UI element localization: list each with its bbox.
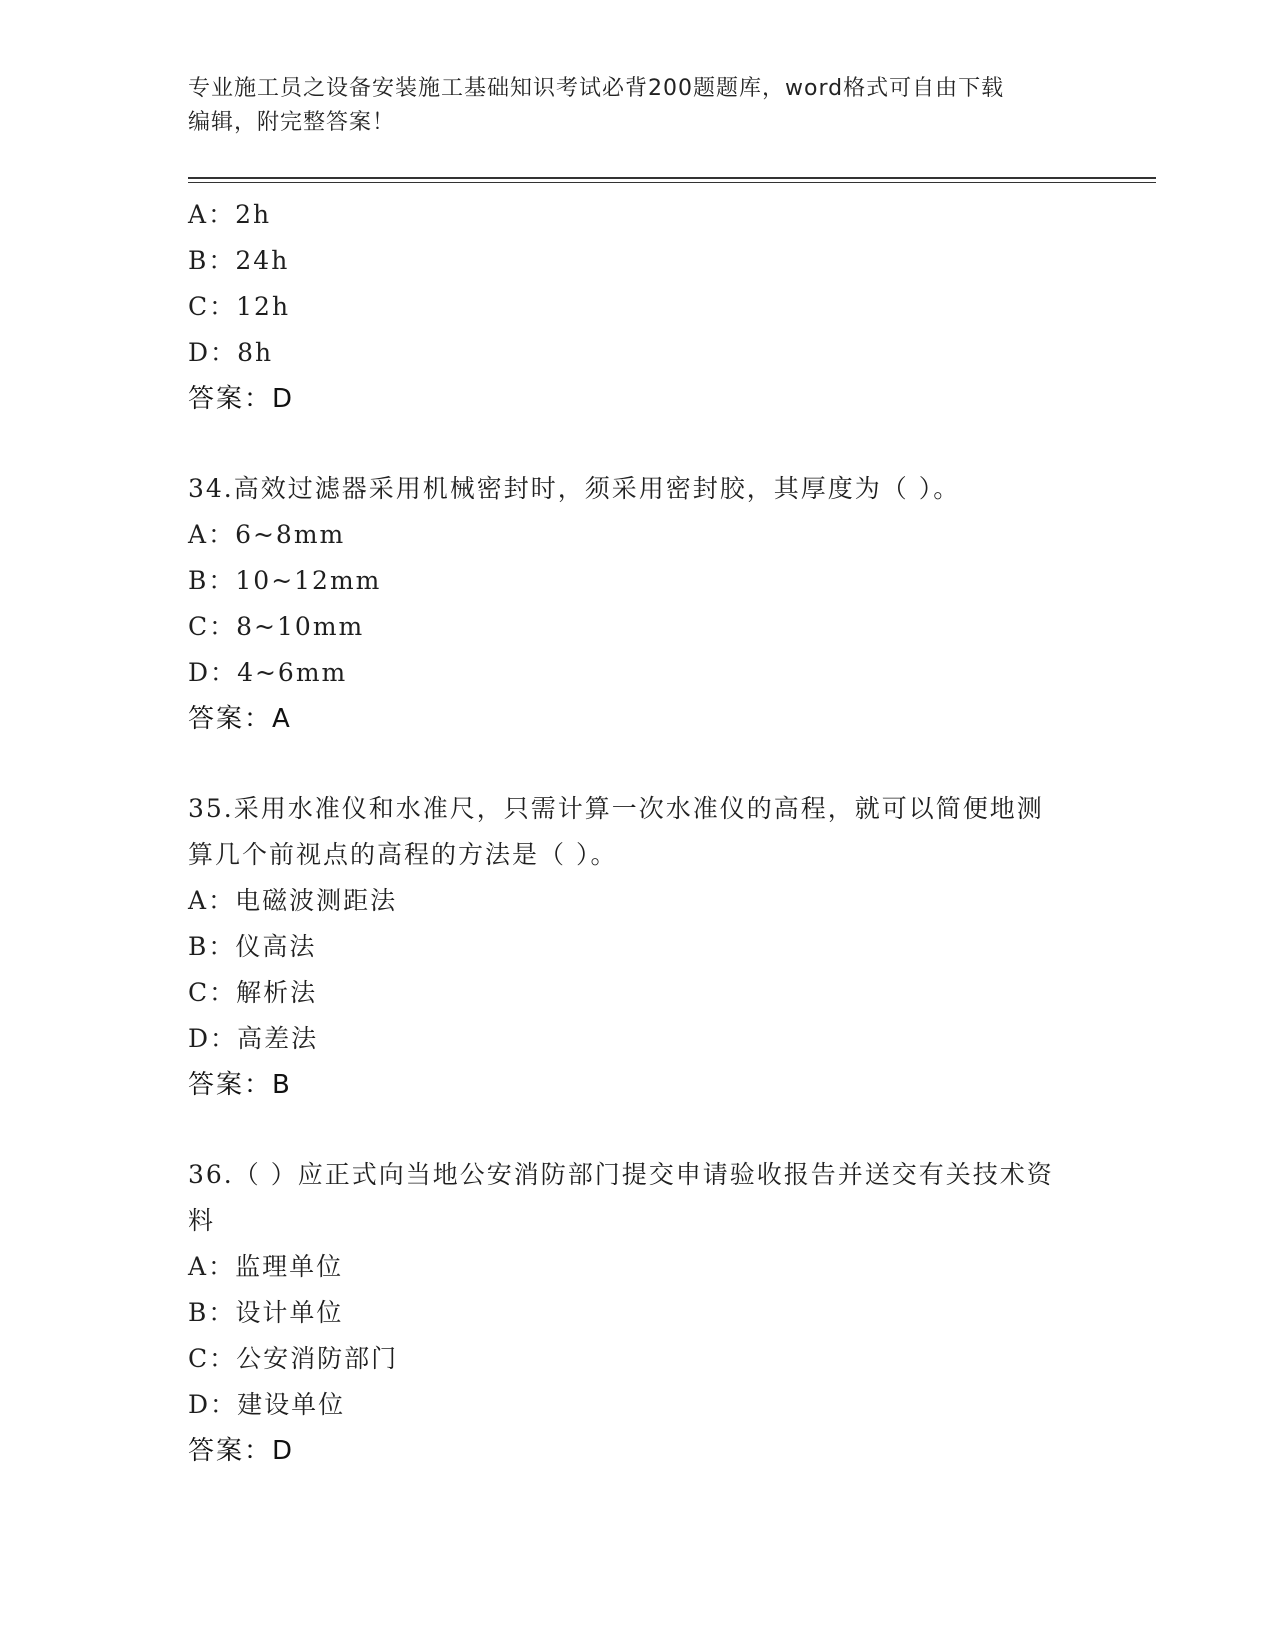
- option-b: B：24h: [188, 246, 290, 275]
- option-d: D：高差法: [188, 1024, 319, 1053]
- answer-line: 答案：A: [188, 704, 292, 734]
- option-b: B：10~12mm: [188, 566, 382, 595]
- option-c: C：8~10mm: [188, 612, 365, 641]
- option-c: C：解析法: [188, 978, 318, 1007]
- option-a: A：6~8mm: [188, 520, 346, 549]
- header-title-line-2: 编辑，附完整答案！: [188, 110, 396, 135]
- answer-line: 答案：D: [188, 1436, 295, 1466]
- option-d: D：建设单位: [188, 1390, 346, 1419]
- answer-line: 答案：B: [188, 1070, 292, 1100]
- document-header: [188, 72, 1068, 140]
- option-a: A：2h: [188, 200, 272, 229]
- question-36: [188, 1152, 1088, 1474]
- option-d: D：8h: [188, 338, 274, 367]
- option-a: A：电磁波测距法: [188, 886, 398, 915]
- answer-line: 答案：D: [188, 384, 295, 414]
- header-divider-top: [188, 177, 1156, 179]
- header-title-line-1: 专业施工员之设备安装施工基础知识考试必背200题题库，word格式可自由下载: [188, 76, 1005, 101]
- question-stem: 36.（ ）应正式向当地公安消防部门提交申请验收报告并送交有关技术资料: [188, 1160, 1054, 1235]
- option-c: C：公安消防部门: [188, 1344, 399, 1373]
- option-a: A：监理单位: [188, 1252, 344, 1281]
- question-34: [188, 466, 1088, 742]
- question-stem: 34.高效过滤器采用机械密封时，须采用密封胶，其厚度为（ ）。: [188, 474, 961, 503]
- question-35: [188, 786, 1088, 1108]
- option-b: B：设计单位: [188, 1298, 344, 1327]
- question-stem: 35.采用水准仪和水准尺，只需计算一次水准仪的高程，就可以简便地测算几个前视点的高程的方法是（ ）。: [188, 794, 1044, 869]
- option-d: D：4~6mm: [188, 658, 348, 687]
- option-b: B：仪高法: [188, 932, 317, 961]
- question-33-continued: [188, 192, 1088, 422]
- header-divider-bottom: [188, 182, 1156, 183]
- option-c: C：12h: [188, 292, 291, 321]
- question-list: [188, 192, 1088, 1474]
